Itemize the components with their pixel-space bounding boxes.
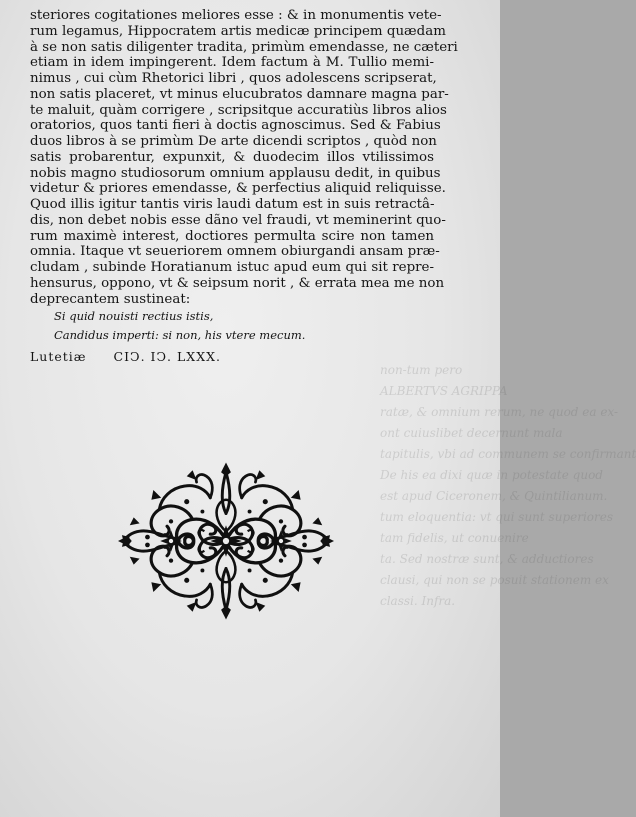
body-line: oratorios, quos tanti fieri à doctis agnoscimus. Sed & Fabius — [30, 118, 441, 134]
body-line: omnia. Itaque vt seueriorem omnem obiurgandi ansam præ- — [30, 244, 440, 260]
show-through-line: ta. Sed nostræ sunt, & adductiores — [380, 552, 594, 566]
body-line: Quod illis igitur tantis viris laudi datum est in suis retractâ- — [30, 197, 435, 212]
show-through-text — [380, 360, 636, 620]
body-text — [30, 8, 458, 365]
show-through-line: tapitulis, vbi ad communem se confirmant — [380, 447, 636, 461]
show-through-line: ALBERTVS AGRIPPA — [380, 384, 508, 398]
imprint-year: CIↃ. IↃ. LXXX. — [113, 349, 221, 365]
body-line: nimus , cui cùm Rhetorici libri , quos adolescens scripserat, — [30, 71, 437, 86]
horace-quotation — [54, 307, 434, 345]
body-line: videtur & priores emendasse, & perfectius aliquid reliquisse. — [30, 181, 446, 197]
body-line: non satis placeret, vt minus elucubratos damnare magna par- — [30, 86, 449, 102]
imprint-place: Lutetiæ — [30, 349, 87, 365]
body-line: duos libros à se primùm De arte dicendi scriptos , quòd non — [30, 134, 437, 149]
body-line: steriores cogitationes meliores esse : & in monumentis vete- — [30, 8, 442, 23]
body-line: te maluit, quàm corrigere , scripsitque accuratiùs libros alios — [30, 102, 447, 118]
show-through-line: est apud Ciceronem, & Quintilianum. — [380, 489, 608, 503]
body-line: cludam , subinde Horatianum istuc apud eum qui sit repre- — [30, 260, 434, 275]
imprint — [30, 349, 434, 365]
body-line: rum maximè interest, doctiores permulta scire non tamen — [30, 228, 434, 244]
body-line: nobis magno studiosorum omnium applausu dedit, in quibus — [30, 165, 441, 181]
show-through-line: ratæ, & omnium rerum, ne quod ea ex- — [380, 405, 619, 419]
body-line: dis, non debet nobis esse dãno vel fraudi, vt meminerint quo- — [30, 212, 446, 228]
show-through-line: non-tum pero — [380, 363, 463, 377]
show-through-line: classi. Infra. — [380, 594, 456, 608]
show-through-line: clausi, qui non se posuit stationem ex — [380, 573, 609, 587]
show-through-line: tam fidelis, ut conuenire — [380, 531, 529, 545]
body-line: etiam in idem impingerent. Idem factum à M. Tullio memi- — [30, 55, 434, 71]
verse-line: Candidus imperti: si non, his vtere mecum. — [54, 328, 306, 343]
body-line-last: deprecantem sustineat: — [30, 291, 191, 307]
body-line: satis probarentur, expunxit, & duodecim illos vtilissimos — [30, 149, 434, 165]
show-through-line: De his ea dixi quæ in potestate quod — [380, 468, 603, 482]
body-line: rum legamus, Hippocratem artis medicæ principem quædam — [30, 23, 446, 39]
body-line: à se non satis diligenter tradita, primùm emendasse, ne cæteri — [30, 39, 458, 55]
show-through-line: tum eloquentia: vt qui sunt superiores — [380, 510, 614, 524]
body-line: hensurus, oppono, vt & seipsum norit , & errata mea me non — [30, 275, 445, 291]
arabesque-fleuron-icon — [118, 462, 334, 620]
show-through-line: ont cuiuslibet decernunt mala — [380, 426, 563, 440]
verse-line: Si quid nouisti rectius istis, — [54, 309, 214, 324]
